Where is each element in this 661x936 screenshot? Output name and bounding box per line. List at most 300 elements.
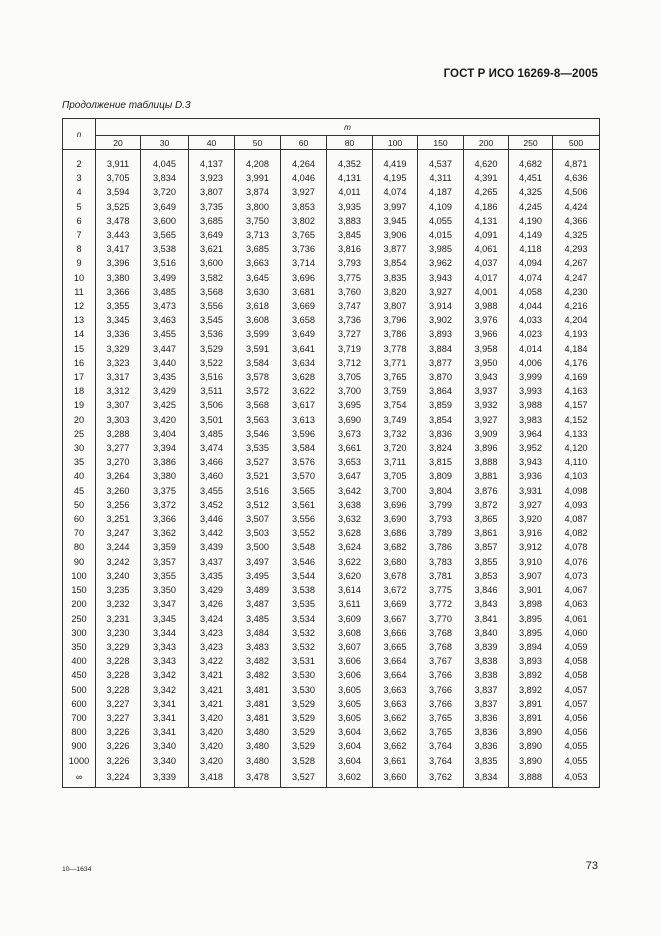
table-cell: 4,871 [553, 157, 600, 171]
table-cell: 3,426 [189, 597, 235, 611]
table-cell: 3,481 [235, 697, 281, 711]
table-cell: 4,176 [553, 356, 600, 370]
table-cell: 3,336 [96, 327, 141, 341]
table-cell: 3,660 [373, 768, 418, 788]
table-cell: 3,666 [373, 626, 418, 640]
table-cell: 3,916 [509, 526, 553, 540]
table-cell: 3,902 [418, 313, 464, 327]
table-cell: 3,478 [96, 214, 141, 228]
table-cell: 4,506 [553, 185, 600, 199]
row-label-n: 10 [63, 271, 96, 285]
row-label-n: ∞ [63, 768, 96, 788]
row-label-n: 250 [63, 612, 96, 626]
table-cell: 4,131 [327, 171, 373, 185]
table-cell: 3,481 [235, 711, 281, 725]
table-cell: 3,341 [141, 725, 189, 739]
table-cell: 3,235 [96, 583, 141, 597]
table-cell: 3,907 [509, 569, 553, 583]
table-cell: 3,705 [327, 370, 373, 384]
table-cell: 3,420 [189, 754, 235, 768]
table-cell: 4,094 [509, 256, 553, 270]
table-cell: 3,522 [189, 356, 235, 370]
table-cell: 3,824 [418, 441, 464, 455]
table-cell: 3,435 [141, 370, 189, 384]
document-id: ГОСТ Р ИСО 16269-8—2005 [443, 68, 598, 80]
table-cell: 3,936 [509, 469, 553, 483]
table-cell: 3,988 [509, 398, 553, 412]
table-cell: 3,834 [464, 768, 509, 788]
table-cell: 3,240 [96, 569, 141, 583]
table-cell: 4,265 [464, 185, 509, 199]
table-cell: 3,556 [281, 512, 327, 526]
table-cell: 3,672 [373, 583, 418, 597]
table-cell: 3,893 [509, 654, 553, 668]
table-cell: 3,485 [141, 285, 189, 299]
table-cell: 3,478 [235, 768, 281, 788]
column-header: 30 [141, 136, 189, 150]
table-cell: 3,224 [96, 768, 141, 788]
table-cell: 3,923 [189, 171, 235, 185]
table-cell: 3,783 [418, 555, 464, 569]
table-cell: 4,190 [509, 214, 553, 228]
table-cell: 4,120 [553, 441, 600, 455]
table-row [63, 739, 600, 753]
table-cell: 3,891 [509, 697, 553, 711]
table-cell: 3,632 [327, 512, 373, 526]
table-cell: 3,649 [281, 327, 327, 341]
table-cell: 4,169 [553, 370, 600, 384]
table-row [63, 356, 600, 370]
table-cell: 3,568 [189, 285, 235, 299]
table-row [63, 697, 600, 711]
table-cell: 3,793 [327, 256, 373, 270]
table-cell: 3,696 [373, 498, 418, 512]
table-cell: 3,606 [327, 668, 373, 682]
table-cell: 3,945 [373, 214, 418, 228]
row-label-n: 14 [63, 327, 96, 341]
table-cell: 3,861 [464, 526, 509, 540]
table-cell: 4,001 [464, 285, 509, 299]
table-cell: 3,700 [327, 384, 373, 398]
table-cell: 3,658 [281, 313, 327, 327]
table-cell: 3,958 [464, 342, 509, 356]
table-cell: 3,952 [509, 441, 553, 455]
table-cell: 3,582 [189, 271, 235, 285]
table-cell: 3,943 [418, 271, 464, 285]
table-cell: 3,501 [189, 413, 235, 427]
table-cell: 4,424 [553, 200, 600, 214]
table-cell: 3,527 [235, 455, 281, 469]
table-row [63, 469, 600, 483]
table-cell: 3,910 [509, 555, 553, 569]
table-cell: 4,352 [327, 157, 373, 171]
table-cell: 3,229 [96, 640, 141, 654]
table-cell: 4,073 [553, 569, 600, 583]
table-cell: 3,877 [373, 242, 418, 256]
table-cell: 3,700 [373, 484, 418, 498]
table-row [63, 540, 600, 554]
table-cell: 3,347 [141, 597, 189, 611]
table-row [63, 171, 600, 185]
table-cell: 3,420 [189, 711, 235, 725]
table-cell: 4,093 [553, 498, 600, 512]
table-cell: 3,993 [509, 384, 553, 398]
table-cell: 3,345 [96, 313, 141, 327]
table-cell: 4,293 [553, 242, 600, 256]
row-label-n: 13 [63, 313, 96, 327]
table-cell: 3,896 [464, 441, 509, 455]
table-cell: 3,446 [189, 512, 235, 526]
table-cell: 4,014 [509, 342, 553, 356]
table-cell: 3,396 [96, 256, 141, 270]
table-cell: 3,931 [509, 484, 553, 498]
table-cell: 3,686 [373, 526, 418, 540]
table-cell: 3,891 [509, 711, 553, 725]
table-cell: 3,768 [418, 626, 464, 640]
table-cell: 3,530 [281, 683, 327, 697]
table-cell: 3,630 [235, 285, 281, 299]
table-cell: 3,765 [281, 228, 327, 242]
table-cell: 3,663 [235, 256, 281, 270]
column-header: 150 [418, 136, 464, 150]
row-label-n: 17 [63, 370, 96, 384]
table-cell: 4,451 [509, 171, 553, 185]
table-cell: 3,720 [141, 185, 189, 199]
table-cell: 3,719 [327, 342, 373, 356]
table-cell: 3,483 [235, 640, 281, 654]
row-label-n: 350 [63, 640, 96, 654]
table-cell: 3,836 [464, 711, 509, 725]
table-cell: 3,565 [141, 228, 189, 242]
table-cell: 3,771 [373, 356, 418, 370]
table-cell: 3,705 [96, 171, 141, 185]
table-cell: 4,325 [553, 228, 600, 242]
table-cell: 3,608 [327, 626, 373, 640]
row-label-n: 40 [63, 469, 96, 483]
table-cell: 3,516 [235, 484, 281, 498]
table-cell: 3,895 [509, 626, 553, 640]
table-cell: 3,226 [96, 725, 141, 739]
table-cell: 3,649 [189, 228, 235, 242]
row-label-n: 18 [63, 384, 96, 398]
table-cell: 3,340 [141, 754, 189, 768]
table-cell: 3,843 [464, 597, 509, 611]
table-cell: 3,342 [141, 668, 189, 682]
table-cell: 4,131 [464, 214, 509, 228]
table-cell: 3,927 [509, 498, 553, 512]
table-cell: 3,890 [509, 739, 553, 753]
table-cell: 3,442 [189, 526, 235, 540]
table-cell: 3,421 [189, 668, 235, 682]
table-cell: 4,060 [553, 626, 600, 640]
table-cell: 3,999 [509, 370, 553, 384]
table-cell: 3,480 [235, 754, 281, 768]
table-cell: 3,394 [141, 441, 189, 455]
row-label-n: 8 [63, 242, 96, 256]
row-label-n: 700 [63, 711, 96, 725]
table-cell: 3,500 [235, 540, 281, 554]
table-cell: 3,665 [373, 640, 418, 654]
table-cell: 3,228 [96, 668, 141, 682]
table-cell: 4,267 [553, 256, 600, 270]
table-cell: 3,669 [281, 299, 327, 313]
table-row [63, 327, 600, 341]
table-cell: 3,883 [327, 214, 373, 228]
table-cell: 3,605 [327, 697, 373, 711]
row-label-n: 450 [63, 668, 96, 682]
table-row [63, 498, 600, 512]
table-cell: 3,760 [327, 285, 373, 299]
table-cell: 3,661 [373, 754, 418, 768]
table-cell: 4,076 [553, 555, 600, 569]
table-cell: 3,950 [464, 356, 509, 370]
table-cell: 3,685 [235, 242, 281, 256]
table-cell: 3,424 [189, 612, 235, 626]
table-cell: 3,495 [235, 569, 281, 583]
table-cell: 3,546 [235, 427, 281, 441]
table-cell: 3,834 [141, 171, 189, 185]
table-cell: 3,417 [96, 242, 141, 256]
table-row [63, 413, 600, 427]
table-cell: 3,884 [418, 342, 464, 356]
table-cell: 3,340 [141, 739, 189, 753]
table-cell: 3,420 [189, 725, 235, 739]
table-cell: 3,443 [96, 228, 141, 242]
table-cell: 3,653 [327, 455, 373, 469]
table-cell: 3,906 [373, 228, 418, 242]
table-cell: 3,711 [373, 455, 418, 469]
row-label-n: 200 [63, 597, 96, 611]
table-cell: 4,058 [509, 285, 553, 299]
table-cell: 3,754 [373, 398, 418, 412]
table-cell: 4,152 [553, 413, 600, 427]
table-cell: 4,037 [464, 256, 509, 270]
table-cell: 3,890 [509, 754, 553, 768]
table-cell: 3,888 [464, 455, 509, 469]
table-cell: 3,667 [373, 612, 418, 626]
table-cell: 3,920 [509, 512, 553, 526]
table-cell: 3,485 [235, 612, 281, 626]
table-cell: 3,357 [141, 555, 189, 569]
row-label-n: 2 [63, 157, 96, 171]
table-cell: 3,898 [509, 597, 553, 611]
table-cell: 4,078 [553, 540, 600, 554]
table-cell: 3,489 [235, 583, 281, 597]
table-cell: 3,642 [327, 484, 373, 498]
table-cell: 3,800 [235, 200, 281, 214]
table-cell: 3,765 [373, 370, 418, 384]
table-cell: 3,535 [235, 441, 281, 455]
table-cell: 3,909 [464, 427, 509, 441]
table-cell: 4,033 [509, 313, 553, 327]
table-cell: 3,845 [327, 228, 373, 242]
table-cell: 4,074 [373, 185, 418, 199]
table-cell: 3,685 [189, 214, 235, 228]
table-cell: 3,591 [235, 342, 281, 356]
row-label-n: 3 [63, 171, 96, 185]
table-cell: 4,058 [553, 668, 600, 682]
row-label-n: 600 [63, 697, 96, 711]
row-label-n: 900 [63, 739, 96, 753]
table-row [63, 640, 600, 654]
table-cell: 3,786 [373, 327, 418, 341]
table-cell: 3,893 [418, 327, 464, 341]
table-cell: 3,765 [418, 711, 464, 725]
table-cell: 3,876 [464, 484, 509, 498]
table-cell: 3,662 [373, 725, 418, 739]
table-cell: 3,641 [281, 342, 327, 356]
table-cell: 4,247 [553, 271, 600, 285]
table-cell: 3,578 [235, 370, 281, 384]
table-cell: 3,570 [281, 469, 327, 483]
table-cell: 3,865 [464, 512, 509, 526]
table-cell: 3,964 [509, 427, 553, 441]
table-cell: 3,584 [235, 356, 281, 370]
row-label-n: 6 [63, 214, 96, 228]
row-label-n: 4 [63, 185, 96, 199]
table-cell: 3,765 [418, 725, 464, 739]
table-cell: 4,063 [553, 597, 600, 611]
table-cell: 3,572 [235, 384, 281, 398]
table-cell: 3,466 [189, 455, 235, 469]
table-cell: 3,420 [189, 739, 235, 753]
table-cell: 3,781 [418, 569, 464, 583]
table-cell: 3,568 [235, 398, 281, 412]
table-cell: 3,835 [464, 754, 509, 768]
table-cell: 3,482 [235, 654, 281, 668]
table-cell: 3,943 [509, 455, 553, 469]
table-cell: 3,529 [281, 711, 327, 725]
table-cell: 3,329 [96, 342, 141, 356]
table-row [63, 228, 600, 242]
table-cell: 3,386 [141, 455, 189, 469]
table-cell: 3,661 [327, 441, 373, 455]
table-cell: 4,149 [509, 228, 553, 242]
table-cell: 3,544 [281, 569, 327, 583]
table-cell: 3,528 [281, 754, 327, 768]
table-cell: 3,604 [327, 754, 373, 768]
table-cell: 3,516 [189, 370, 235, 384]
table-cell: 3,244 [96, 540, 141, 554]
table-row [63, 200, 600, 214]
table-cell: 3,429 [141, 384, 189, 398]
row-label-n: 800 [63, 725, 96, 739]
table-cell: 3,736 [281, 242, 327, 256]
row-label-n: 60 [63, 512, 96, 526]
table-cell: 3,425 [141, 398, 189, 412]
table-cell: 3,766 [418, 683, 464, 697]
table-cell: 3,838 [464, 654, 509, 668]
table-cell: 3,344 [141, 626, 189, 640]
table-row [63, 342, 600, 356]
table-cell: 3,662 [373, 711, 418, 725]
table-cell: 3,764 [418, 739, 464, 753]
table-cell: 4,045 [141, 157, 189, 171]
table-cell: 3,485 [189, 427, 235, 441]
table-cell: 4,230 [553, 285, 600, 299]
table-cell: 3,622 [281, 384, 327, 398]
table-cell: 4,204 [553, 313, 600, 327]
table-cell: 3,323 [96, 356, 141, 370]
table-cell: 3,497 [235, 555, 281, 569]
table-cell: 3,837 [464, 683, 509, 697]
table-cell: 3,775 [418, 583, 464, 597]
table-cell: 3,264 [96, 469, 141, 483]
table-cell: 3,614 [327, 583, 373, 597]
table-cell: 3,943 [464, 370, 509, 384]
table-cell: 3,362 [141, 526, 189, 540]
table-cell: 3,226 [96, 754, 141, 768]
table-cell: 4,087 [553, 512, 600, 526]
row-label-n: 50 [63, 498, 96, 512]
table-cell: 3,854 [418, 413, 464, 427]
table-cell: 4,046 [281, 171, 327, 185]
row-label-n: 30 [63, 441, 96, 455]
table-cell: 3,854 [373, 256, 418, 270]
table-cell: 3,565 [281, 484, 327, 498]
table-cell: 3,230 [96, 626, 141, 640]
table-cell: 3,563 [235, 413, 281, 427]
table-cell: 3,474 [189, 441, 235, 455]
table-cell: 3,231 [96, 612, 141, 626]
table-cell: 4,061 [553, 612, 600, 626]
table-cell: 4,245 [509, 200, 553, 214]
table-cell: 3,421 [189, 697, 235, 711]
table-cell: 3,613 [281, 413, 327, 427]
table-cell: 3,770 [418, 612, 464, 626]
table-cell: 3,525 [96, 200, 141, 214]
table-cell: 4,137 [189, 157, 235, 171]
table-cell: 3,901 [509, 583, 553, 597]
table-cell: 3,895 [509, 612, 553, 626]
row-label-n: 16 [63, 356, 96, 370]
table-cell: 3,600 [189, 256, 235, 270]
table-row [63, 313, 600, 327]
table-cell: 3,750 [235, 214, 281, 228]
table-cell: 4,537 [418, 157, 464, 171]
table-cell: 3,366 [96, 285, 141, 299]
table-cell: 3,663 [373, 697, 418, 711]
table-cell: 4,023 [509, 327, 553, 341]
table-row [63, 441, 600, 455]
table-cell: 3,638 [327, 498, 373, 512]
table-cell: 3,696 [281, 271, 327, 285]
table-cell: 3,460 [189, 469, 235, 483]
table-cell: 3,786 [418, 540, 464, 554]
table-row [63, 242, 600, 256]
table-cell: 3,894 [509, 640, 553, 654]
table-cell: 3,673 [327, 427, 373, 441]
table-cell: 3,628 [281, 370, 327, 384]
table-cell: 3,796 [373, 313, 418, 327]
table-cell: 3,735 [189, 200, 235, 214]
table-cell: 3,853 [281, 200, 327, 214]
table-cell: 3,804 [418, 484, 464, 498]
table-cell: 3,732 [373, 427, 418, 441]
table-cell: 3,339 [141, 768, 189, 788]
table-cell: 3,594 [96, 185, 141, 199]
table-cell: 3,838 [464, 668, 509, 682]
table-cell: 3,766 [418, 668, 464, 682]
table-cell: 3,762 [418, 768, 464, 788]
column-header: 40 [189, 136, 235, 150]
table-cell: 3,681 [281, 285, 327, 299]
table-cell: 3,846 [464, 583, 509, 597]
table-cell: 3,793 [418, 512, 464, 526]
table-cell: 4,636 [553, 171, 600, 185]
table-cell: 3,534 [281, 612, 327, 626]
table-cell: 3,452 [189, 498, 235, 512]
